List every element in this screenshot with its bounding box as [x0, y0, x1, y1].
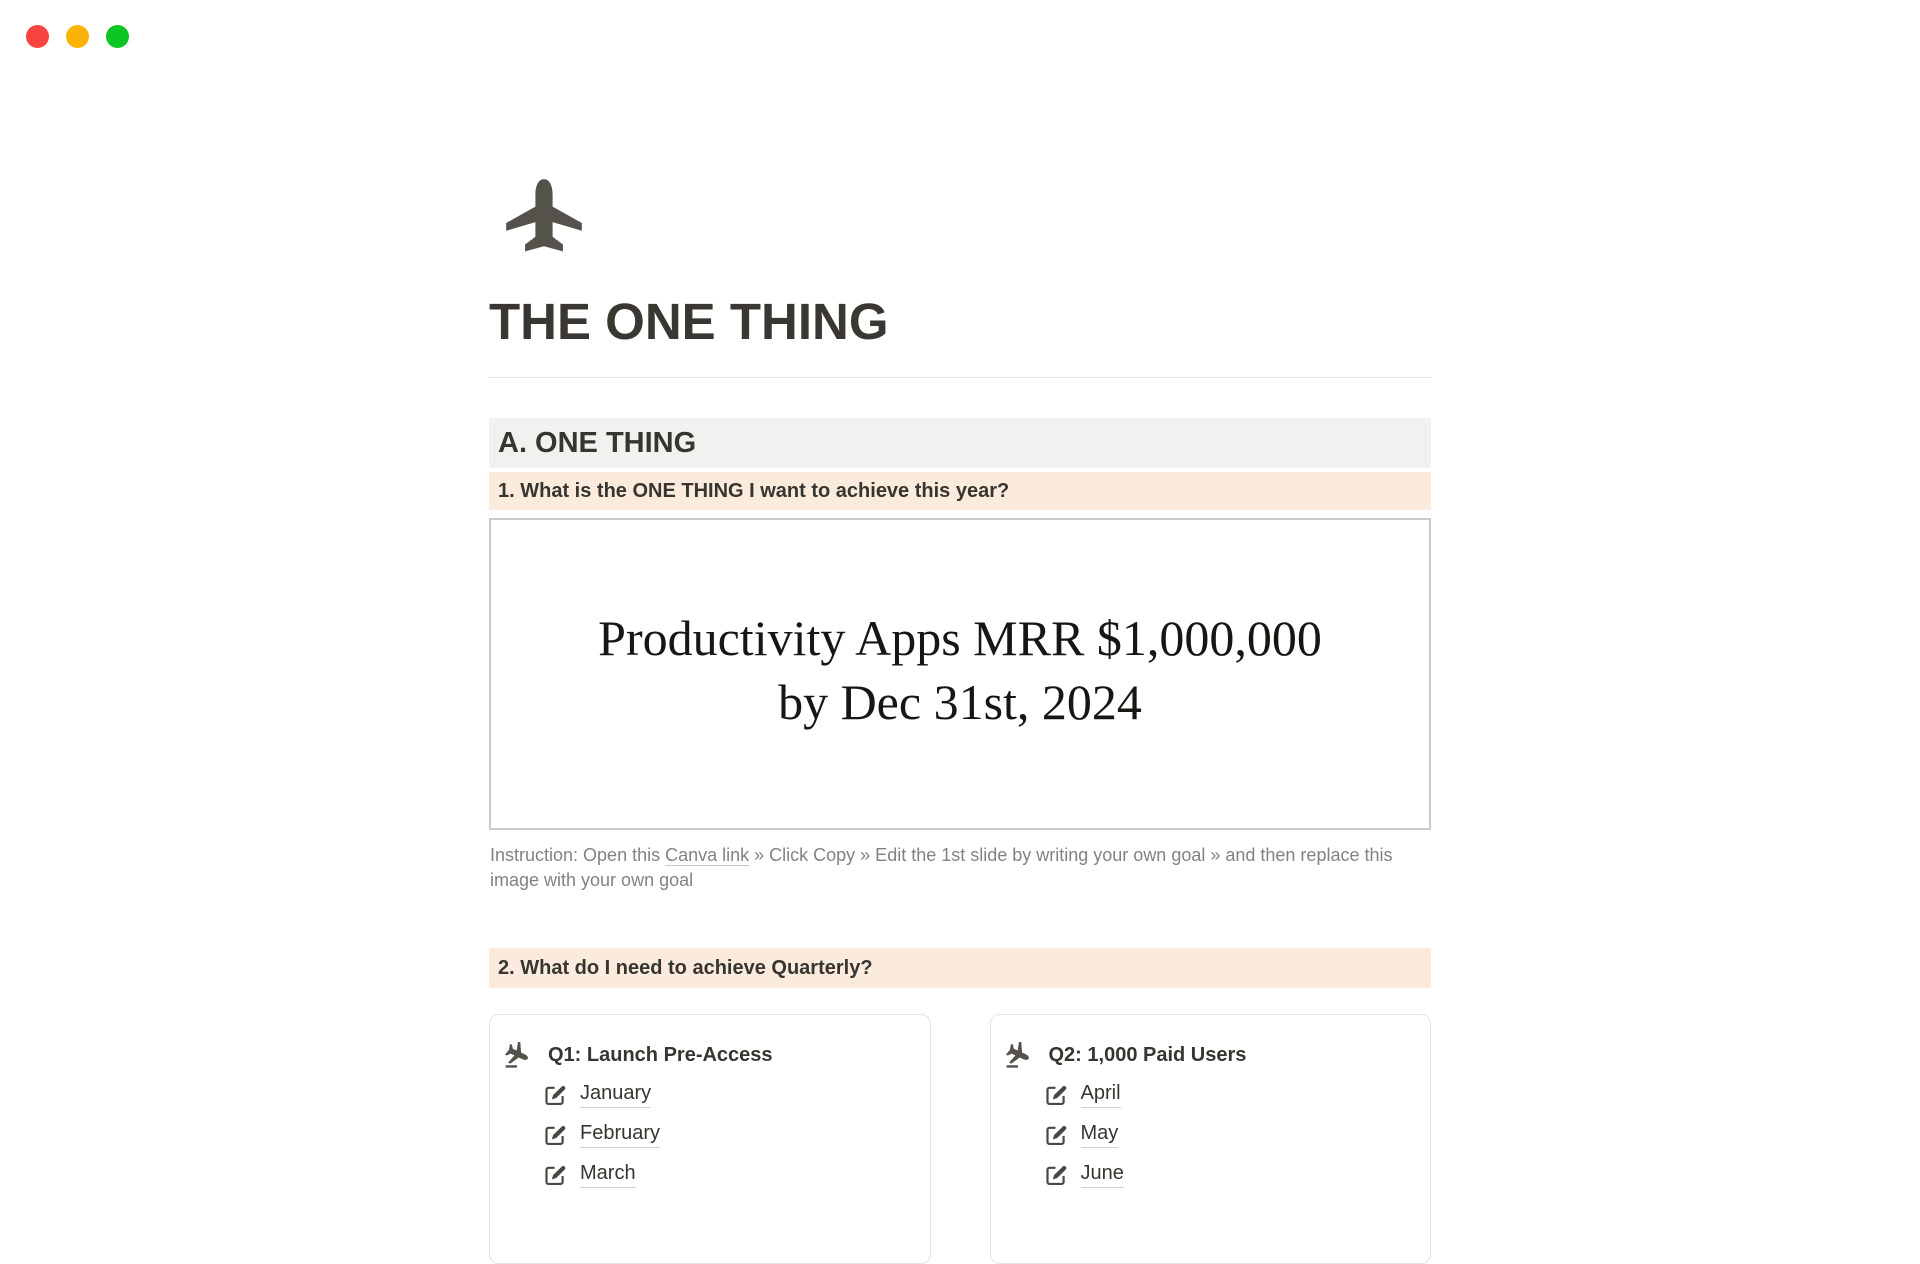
month-page-link[interactable]: February — [580, 1122, 660, 1148]
edit-page-icon — [544, 1124, 567, 1147]
question-2-label: 2. What do I need to achieve Quarterly? — [489, 948, 1431, 988]
question-1-label: 1. What is the ONE THING I want to achieve this year? — [489, 472, 1431, 510]
goal-image — [489, 518, 1431, 830]
edit-page-icon — [1045, 1124, 1068, 1147]
quarter-title: Q2: 1,000 Paid Users — [1048, 1043, 1247, 1066]
edit-page-icon — [1045, 1164, 1068, 1187]
airplane-icon[interactable] — [501, 174, 587, 260]
divider — [489, 377, 1431, 378]
quarter-card-q2 — [990, 1014, 1432, 1264]
month-item — [1045, 1115, 1431, 1155]
month-page-link[interactable]: March — [580, 1162, 636, 1188]
instruction-text-prefix: Instruction: Open this — [490, 845, 666, 865]
quarter-q2-header — [1005, 1041, 1431, 1069]
quarter-title: Q1: Launch Pre-Access — [548, 1043, 773, 1066]
goal-text-line-1: Productivity Apps MRR $1,000,000 — [598, 610, 1322, 666]
window-controls — [26, 25, 129, 48]
page-title: THE ONE THING — [489, 293, 889, 350]
month-item — [1045, 1075, 1431, 1115]
quarter-card-q1 — [489, 1014, 931, 1264]
quarter-cards — [489, 1014, 1431, 1264]
close-window-button[interactable] — [26, 25, 49, 48]
canva-link[interactable]: Canva link — [665, 845, 750, 865]
zoom-window-button[interactable] — [106, 25, 129, 48]
minimize-window-button[interactable] — [66, 25, 89, 48]
month-list — [991, 1075, 1431, 1195]
instruction-text-suffix: » Click Copy » Edit the 1st slide by writing your own goal » and then replace this image with your own goal — [490, 845, 1393, 890]
quarter-q1-header — [504, 1041, 930, 1069]
edit-page-icon — [1045, 1084, 1068, 1107]
plane-landing-icon — [1005, 1042, 1032, 1069]
month-page-link[interactable]: April — [1081, 1082, 1121, 1108]
month-item — [1045, 1155, 1431, 1195]
month-item — [544, 1075, 930, 1115]
page-content — [489, 0, 1431, 1200]
month-page-link[interactable]: January — [580, 1082, 651, 1108]
section-heading-a: A. ONE THING — [489, 418, 1431, 468]
goal-text-line-2: by Dec 31st, 2024 — [778, 674, 1142, 730]
month-item — [544, 1115, 930, 1155]
plane-landing-icon — [504, 1042, 531, 1069]
edit-page-icon — [544, 1084, 567, 1107]
month-page-link[interactable]: June — [1081, 1162, 1124, 1188]
edit-page-icon — [544, 1164, 567, 1187]
instruction-caption — [490, 843, 1430, 893]
month-page-link[interactable]: May — [1081, 1122, 1119, 1148]
month-list — [490, 1075, 930, 1195]
month-item — [544, 1155, 930, 1195]
